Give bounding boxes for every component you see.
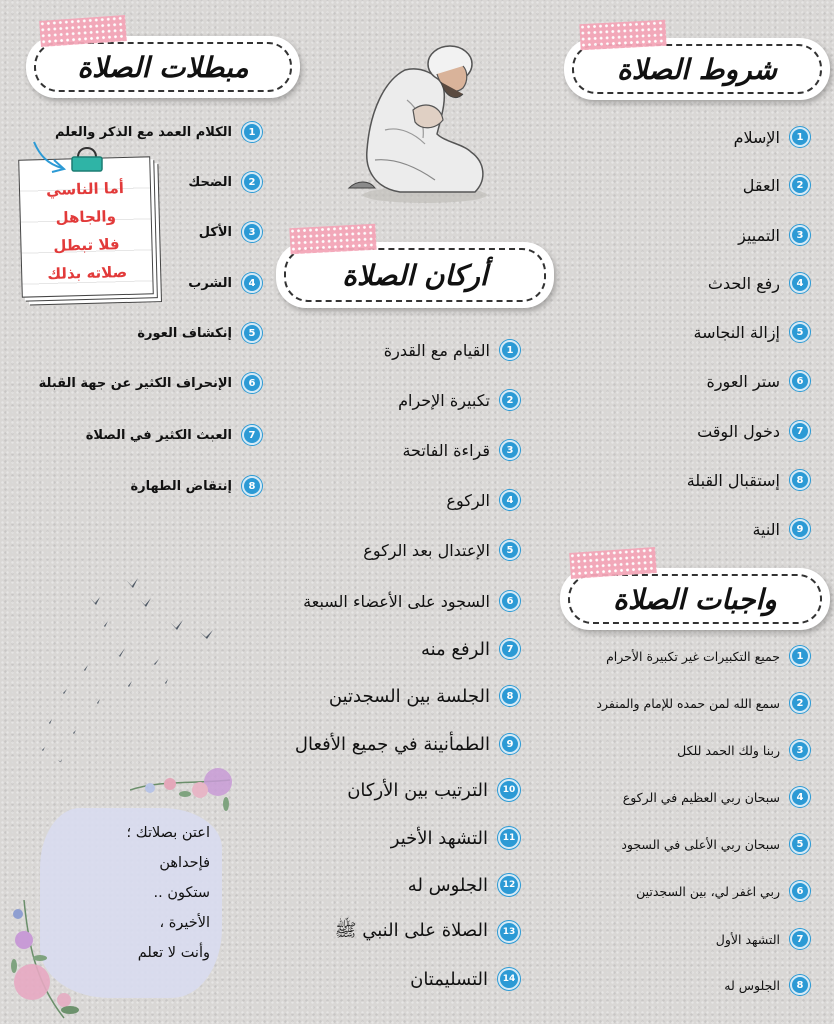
number-badge: 8 <box>242 476 262 496</box>
quote-line: فإحداهن <box>159 855 210 871</box>
item-text: الشرب <box>188 275 232 291</box>
item-text: الطمأنينة في جميع الأفعال <box>294 733 490 755</box>
number-badge: 7 <box>500 639 520 659</box>
list-item <box>137 318 262 348</box>
number-badge: 4 <box>790 787 810 807</box>
list-item <box>606 641 810 671</box>
item-text: الإنحراف الكثير عن جهة القبلة <box>38 375 232 391</box>
list-item <box>402 435 520 465</box>
note-line: فلا تبطل <box>53 235 120 255</box>
item-text: دخول الوقت <box>697 421 780 441</box>
quote-line: اعتن بصلاتك ؛ <box>126 825 210 841</box>
number-badge: 9 <box>500 734 520 754</box>
list-item <box>724 970 810 1000</box>
number-badge: 8 <box>790 470 810 490</box>
number-badge: 6 <box>500 591 520 611</box>
list-item <box>743 170 810 200</box>
list-item <box>410 964 520 994</box>
arkan-tape-decoration <box>289 224 376 254</box>
number-badge: 3 <box>242 222 262 242</box>
item-text: الإسلام <box>733 127 780 147</box>
item-text: ربي اغفر لي، بين السجدتين <box>636 883 780 899</box>
item-text: الصلاة على النبي ﷺ <box>334 920 488 941</box>
item-text: العبث الكثير في الصلاة <box>85 427 232 443</box>
shurut-title: شروط الصلاة <box>616 52 778 86</box>
shurut-tape-decoration <box>579 20 666 50</box>
number-badge: 1 <box>242 122 262 142</box>
number-badge: 2 <box>500 390 520 410</box>
item-text: الجلسة بين السجدتين <box>328 685 490 707</box>
number-badge: 5 <box>790 322 810 342</box>
number-badge: 2 <box>790 693 810 713</box>
item-text: الرفع منه <box>420 638 490 660</box>
item-text: قراءة الفاتحة <box>402 440 490 460</box>
number-badge: 5 <box>500 540 520 560</box>
item-text: التمييز <box>738 225 780 245</box>
list-item <box>623 782 810 812</box>
list-item <box>636 876 810 906</box>
number-badge: 2 <box>790 175 810 195</box>
list-item <box>734 122 810 152</box>
number-badge: 6 <box>790 371 810 391</box>
number-badge: 9 <box>790 519 810 539</box>
item-text: ربنا ولك الحمد للكل <box>677 742 780 758</box>
list-item <box>199 217 262 247</box>
number-badge: 8 <box>790 975 810 995</box>
list-item <box>421 634 520 664</box>
wajibat-title: واجبات الصلاة <box>613 582 777 616</box>
number-badge: 4 <box>500 490 520 510</box>
list-item <box>303 586 520 616</box>
quote-line: وأنت لا تعلم <box>137 945 210 961</box>
list-item <box>716 924 810 954</box>
list-item <box>384 335 520 365</box>
list-item <box>408 870 520 900</box>
item-text: سبحان ربي العظيم في الركوع <box>622 789 780 805</box>
item-text: الجلوس له <box>724 977 780 993</box>
list-item <box>738 220 810 250</box>
number-badge: 4 <box>790 273 810 293</box>
arrow-icon <box>30 138 70 178</box>
list-item <box>86 420 262 450</box>
arkan-title: أركان الصلاة <box>342 258 488 292</box>
list-item <box>697 416 810 446</box>
number-badge: 8 <box>500 686 520 706</box>
item-text: ستر العورة <box>706 371 780 391</box>
number-badge: 7 <box>790 421 810 441</box>
list-item <box>446 485 520 515</box>
number-badge: 3 <box>790 740 810 760</box>
item-text: النية <box>752 519 780 539</box>
item-text: جميع التكبيرات غير تكبيرة الأحرام <box>606 648 780 664</box>
list-item <box>694 317 811 347</box>
number-badge: 1 <box>790 127 810 147</box>
note-line: والجاهل <box>55 207 117 227</box>
number-badge: 6 <box>790 881 810 901</box>
mubtilat-title-banner <box>26 36 300 98</box>
item-text: رفع الحدث <box>707 273 780 293</box>
item-text: إنكشاف العورة <box>137 325 232 341</box>
quote-line: الأخيرة ، <box>159 915 210 931</box>
list-item <box>398 385 520 415</box>
note-line: صلاته بذلك <box>47 262 128 284</box>
praying-man-illustration <box>345 30 490 205</box>
flowers-decoration-bottom <box>4 900 104 1020</box>
list-item <box>708 268 810 298</box>
list-item <box>363 535 520 565</box>
number-badge: 1 <box>790 646 810 666</box>
item-text: الترتيب بين الأركان <box>347 779 488 801</box>
number-badge: 13 <box>498 921 520 943</box>
number-badge: 11 <box>498 827 520 849</box>
number-badge: 7 <box>242 425 262 445</box>
list-item <box>706 366 810 396</box>
number-badge: 1 <box>500 340 520 360</box>
number-badge: 12 <box>498 874 520 896</box>
number-badge: 3 <box>790 225 810 245</box>
item-text: إنتقاض الطهارة <box>130 478 232 494</box>
number-badge: 6 <box>242 373 262 393</box>
item-text: سبحان ربي الأعلى في السجود <box>621 836 780 852</box>
item-text: الكلام العمد مع الذكر والعلم <box>55 124 232 140</box>
item-text: سمع الله لمن حمده للإمام والمنفرد <box>596 695 780 711</box>
list-item <box>188 167 262 197</box>
list-item <box>335 917 520 947</box>
item-text: الركوع <box>446 490 490 510</box>
number-badge: 5 <box>242 323 262 343</box>
mubtilat-title: مبطلات الصلاة <box>77 50 249 84</box>
number-badge: 2 <box>242 172 262 192</box>
item-text: إزالة النجاسة <box>693 322 780 342</box>
birds-decoration <box>30 570 230 770</box>
list-item <box>391 823 520 853</box>
item-text: الجلوس له <box>407 874 488 896</box>
list-item <box>621 829 810 859</box>
note-line: أما الناسي <box>45 178 125 200</box>
wajibat-title-banner <box>560 568 830 630</box>
item-text: التشهد الأول <box>715 931 780 947</box>
item-text: التسليمتان <box>410 968 488 990</box>
item-text: القيام مع القدرة <box>383 340 490 360</box>
number-badge: 10 <box>498 779 520 801</box>
number-badge: 14 <box>498 968 520 990</box>
item-text: الأكل <box>198 224 232 240</box>
list-item <box>347 775 520 805</box>
quote-line: ستكون .. <box>153 885 210 901</box>
list-item <box>39 368 262 398</box>
list-item <box>329 681 520 711</box>
list-item <box>295 729 520 759</box>
list-item <box>752 514 810 544</box>
list-item <box>130 471 262 501</box>
item-text: الإعتدال بعد الركوع <box>363 540 490 560</box>
number-badge: 3 <box>500 440 520 460</box>
item-text: الضحك <box>188 174 232 190</box>
item-text: تكبيرة الإحرام <box>398 390 490 410</box>
list-item <box>596 688 810 718</box>
binder-clip-icon <box>68 143 106 173</box>
number-badge: 7 <box>790 929 810 949</box>
item-text: إستقبال القبلة <box>686 470 780 490</box>
item-text: السجود على الأعضاء السبعة <box>303 591 490 611</box>
list-item <box>677 735 810 765</box>
item-text: التشهد الأخير <box>390 827 488 849</box>
item-text: العقل <box>742 175 780 195</box>
list-item <box>188 268 262 298</box>
number-badge: 5 <box>790 834 810 854</box>
list-item <box>687 465 810 495</box>
number-badge: 4 <box>242 273 262 293</box>
